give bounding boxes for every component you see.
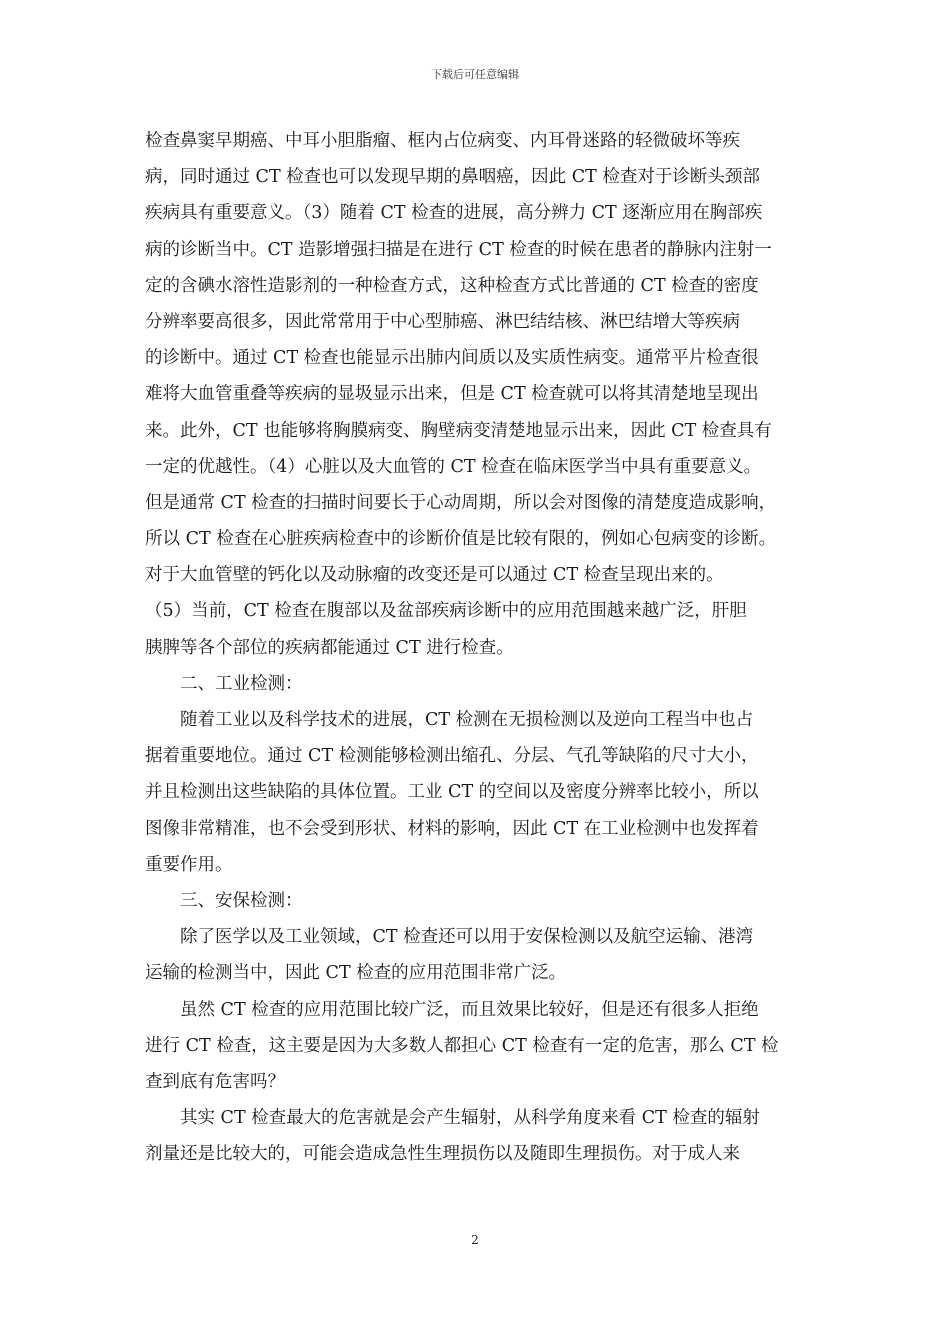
document-body	[145, 123, 810, 1172]
body-line: 除了医学以及工业领域，CT 检查还可以用于安保检测以及航空运输、港湾	[145, 927, 754, 948]
body-line: 并且检测出这些缺陷的具体位置。工业 CT 的空间以及密度分辨率比较小，所以	[145, 782, 759, 803]
body-line: 病的诊断当中。CT 造影增强扫描是在进行 CT 检查的时候在患者的静脉内注射一	[145, 239, 772, 260]
body-line: 虽然 CT 检查的应用范围比较广泛，而且效果比较好，但是还有很多人拒绝	[145, 999, 759, 1020]
body-line: 对于大血管壁的钙化以及动脉瘤的改变还是可以通过 CT 检查呈现出来的。	[145, 565, 724, 586]
body-line: 分辨率要高很多，因此常常用于中心型肺癌、淋巴结结核、淋巴结增大等疾病	[145, 311, 740, 332]
body-line: 图像非常精准，也不会受到形状、材料的影响，因此 CT 在工业检测中也发挥着	[145, 818, 759, 839]
body-line: 随着工业以及科学技术的进展，CT 检测在无损检测以及逆向工程当中也占	[145, 710, 754, 730]
body-line: 进行 CT 检查，这主要是因为大多数人都担心 CT 检查有一定的危害，那么 CT 检	[145, 1035, 779, 1056]
body-line: 剂量还是比较大的，可能会造成急性生理损伤以及随即生理损伤。对于成人来	[145, 1144, 740, 1165]
body-line: 其实 CT 检查最大的危害就是会产生辐射，从科学角度来看 CT 检查的辐射	[145, 1108, 760, 1129]
body-line: 来。此外，CT 也能够将胸膜病变、胸壁病变清楚地显示出来，因此 CT 检查具有	[145, 420, 772, 441]
body-line: 查到底有危害吗？	[145, 1071, 285, 1092]
body-line: 定的含碘水溶性造影剂的一种检查方式，这种检查方式比普通的 CT 检查的密度	[145, 275, 759, 296]
page-number: 2	[471, 1233, 479, 1247]
page-header: 下载后可任意编辑	[431, 68, 519, 81]
body-line: 疾病具有重要意义。（3）随着 CT 检查的进展，高分辨力 CT 逐渐应用在胸部疾	[145, 203, 763, 224]
body-line: 的诊断中。通过 CT 检查也能显示出肺内间质以及实质性病变。通常平片检查很	[145, 348, 759, 369]
section-heading-security: 三、安保检测：	[145, 890, 303, 911]
body-line: 重要作用。	[145, 854, 233, 875]
body-line: （5）当前，CT 检查在腹部以及盆部疾病诊断中的应用范围越来越广泛，肝胆	[145, 601, 747, 622]
body-line: 检查鼻窦早期癌、中耳小胆脂瘤、框内占位病变、内耳骨迷路的轻微破坏等疾	[145, 131, 740, 151]
body-line: 运输的检测当中，因此 CT 检查的应用范围非常广泛。	[145, 963, 567, 984]
body-line: 一定的优越性。（4）心脏以及大血管的 CT 检查在临床医学当中具有重要意义。	[145, 456, 762, 477]
section-heading-industrial: 二、工业检测：	[145, 673, 303, 694]
body-line: 据着重要地位。通过 CT 检测能够检测出缩孔、分层、气孔等缺陷的尺寸大小，	[145, 746, 759, 767]
body-line: 病，同时通过 CT 检查也可以发现早期的鼻咽癌，因此 CT 检查对于诊断头颈部	[145, 167, 760, 188]
body-line: 但是通常 CT 检查的扫描时间要长于心动周期，所以会对图像的清楚度造成影响，	[145, 492, 777, 513]
body-line: 难将大血管重叠等疾病的显圾显示出来，但是 CT 检查就可以将其清楚地呈现出	[145, 384, 759, 405]
body-line: 胰脾等各个部位的疾病都能通过 CT 进行检查。	[145, 637, 514, 658]
body-line: 所以 CT 检查在心脏疾病检查中的诊断价值是比较有限的，例如心包病变的诊断。	[145, 529, 777, 550]
